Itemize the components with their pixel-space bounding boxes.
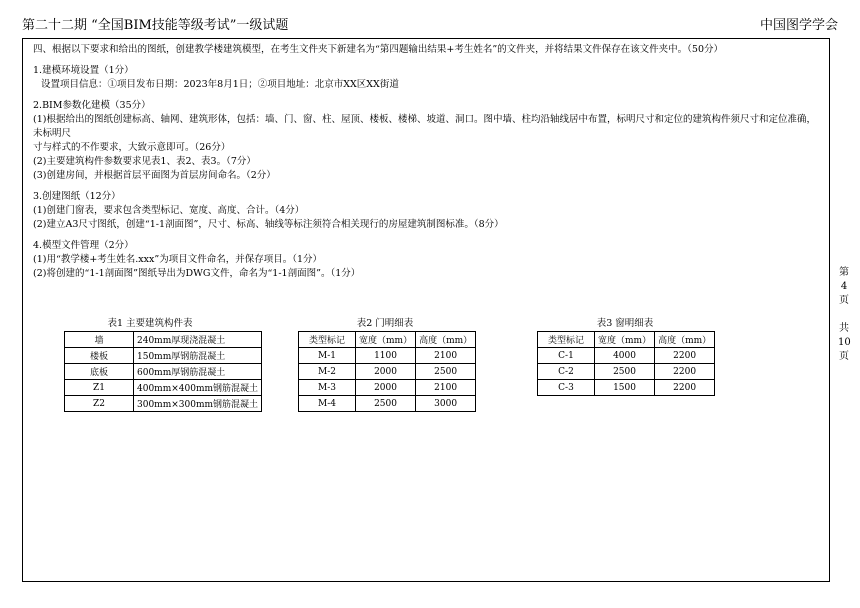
- table-cell: Z1: [65, 380, 134, 396]
- section-2-line-1: (1)根据给出的图纸创建标高、轴网、建筑形体，包括：墙、门、窗、柱、屋顶、楼板、楼梯、坡道、洞口。图中墙、柱均沿轴线居中布置，标明尺寸和定位的建筑构件须尺寸和定位准确，未标明尺: [33, 114, 816, 139]
- exam-title: 第二十二期 “全国BIM技能等级考试”一级试题: [22, 18, 289, 33]
- table-cell: 2100: [416, 348, 476, 364]
- table-cell: C-2: [538, 364, 595, 380]
- table-cell: 墙: [65, 332, 134, 348]
- table-3-caption: 表3 窗明细表: [596, 318, 654, 329]
- table-cell: 2200: [655, 364, 715, 380]
- table-row: [65, 396, 262, 412]
- table-row: [65, 364, 262, 380]
- section-4-line-1: (1)用“教学楼+考生姓名.xxx”为项目文件命名，并保存项目。（1分）: [33, 254, 323, 265]
- table-cell: 2100: [416, 380, 476, 396]
- section-3-line-2: (2)建立A3尺寸图纸，创建“1-1剖面图”，尺寸、标高、轴线等标注须符合相关现行的房屋建筑制图标准。（8分）: [33, 219, 504, 230]
- table-cell: 240mm厚现浇混凝土: [134, 332, 262, 348]
- section-1-line-1: 设置项目信息：①项目发布日期：2023年8月1日；②项目地址：北京市XX区XX街道: [41, 79, 399, 90]
- section-3-line-1: (1)创建门窗表，要求包含类型标记、宽度、高度、合计。（4分）: [33, 205, 305, 216]
- table-cell: M-4: [299, 396, 356, 412]
- organization-name: 中国图学学会: [759, 18, 838, 33]
- table-row: [299, 348, 476, 364]
- table-cell: C-1: [538, 348, 595, 364]
- table-cell: 2500: [356, 396, 416, 412]
- table-row: [65, 380, 262, 396]
- question-intro: 四、根据以下要求和给出的图纸，创建教学楼建筑模型，在考生文件夹下新建名为“第四题输出结果+考生姓名”的文件夹，并将结果文件保存在该文件夹中。（50分）: [33, 44, 724, 55]
- column-header: 类型标记: [299, 332, 356, 348]
- table-cell: 600mm厚钢筋混凝土: [134, 364, 262, 380]
- table-cell: 底板: [65, 364, 134, 380]
- table-cell: 2200: [655, 348, 715, 364]
- section-2-title: 2.BIM参数化建模（35分）: [33, 100, 151, 111]
- section-4-line-2: (2)将创建的“1-1剖面图”图纸导出为DWG文件，命名为“1-1剖面图”。（1分）: [33, 268, 361, 279]
- table-row: [299, 364, 476, 380]
- table-3: [537, 331, 715, 396]
- table-header-row: [299, 332, 476, 348]
- column-header: 高度（mm）: [655, 332, 715, 348]
- section-2-line-1b: 寸与样式的不作要求，大致示意即可。（26分）: [33, 142, 231, 153]
- table-row: [299, 380, 476, 396]
- section-4-title: 4.模型文件管理（2分）: [33, 240, 134, 251]
- table-cell: 300mm×300mm钢筋混凝土: [134, 396, 262, 412]
- page-marker-char: 共: [839, 323, 849, 334]
- table-2-caption: 表2 门明细表: [356, 318, 414, 329]
- column-header: 类型标记: [538, 332, 595, 348]
- section-1-title: 1.建模环境设置（1分）: [33, 65, 134, 76]
- table-1: [64, 331, 262, 412]
- table-1-caption: 表1 主要建筑构件表: [107, 318, 193, 329]
- table-row: [65, 348, 262, 364]
- page-marker: [838, 266, 850, 364]
- table-cell: Z2: [65, 396, 134, 412]
- table-cell: C-3: [538, 380, 595, 396]
- table-cell: 2000: [356, 380, 416, 396]
- table-cell: M-1: [299, 348, 356, 364]
- table-row: [538, 380, 715, 396]
- page-marker-char: 4: [840, 281, 848, 292]
- section-3-title: 3.创建图纸（12分）: [33, 191, 121, 202]
- table-cell: 2500: [595, 364, 655, 380]
- table-row: [538, 364, 715, 380]
- table-row: [65, 332, 262, 348]
- table-cell: 1500: [595, 380, 655, 396]
- section-2-line-3: (3)创建房间，并根据首层平面图为首层房间命名。（2分）: [33, 170, 276, 181]
- table-cell: 4000: [595, 348, 655, 364]
- table-cell: 楼板: [65, 348, 134, 364]
- column-header: 宽度（mm）: [595, 332, 655, 348]
- question-frame: [22, 38, 830, 582]
- table-cell: 2500: [416, 364, 476, 380]
- page-marker-char: 页: [839, 351, 849, 362]
- page-marker-char: 10: [838, 337, 851, 348]
- column-header: 宽度（mm）: [356, 332, 416, 348]
- table-cell: M-3: [299, 380, 356, 396]
- section-2-line-2: (2)主要建筑构件参数要求见表1、表2、表3。（7分）: [33, 156, 256, 167]
- table-row: [299, 396, 476, 412]
- table-cell: 150mm厚钢筋混凝土: [134, 348, 262, 364]
- table-header-row: [538, 332, 715, 348]
- table-cell: 3000: [416, 396, 476, 412]
- table-cell: 400mm×400mm钢筋混凝土: [134, 380, 262, 396]
- table-2: [298, 331, 476, 412]
- table-cell: 2200: [655, 380, 715, 396]
- page-marker-char: 第: [839, 267, 849, 278]
- column-header: 高度（mm）: [416, 332, 476, 348]
- question-body: [33, 43, 823, 281]
- table-cell: 2000: [356, 364, 416, 380]
- table-cell: M-2: [299, 364, 356, 380]
- page-marker-char: 页: [839, 295, 849, 306]
- table-cell: 1100: [356, 348, 416, 364]
- table-row: [538, 348, 715, 364]
